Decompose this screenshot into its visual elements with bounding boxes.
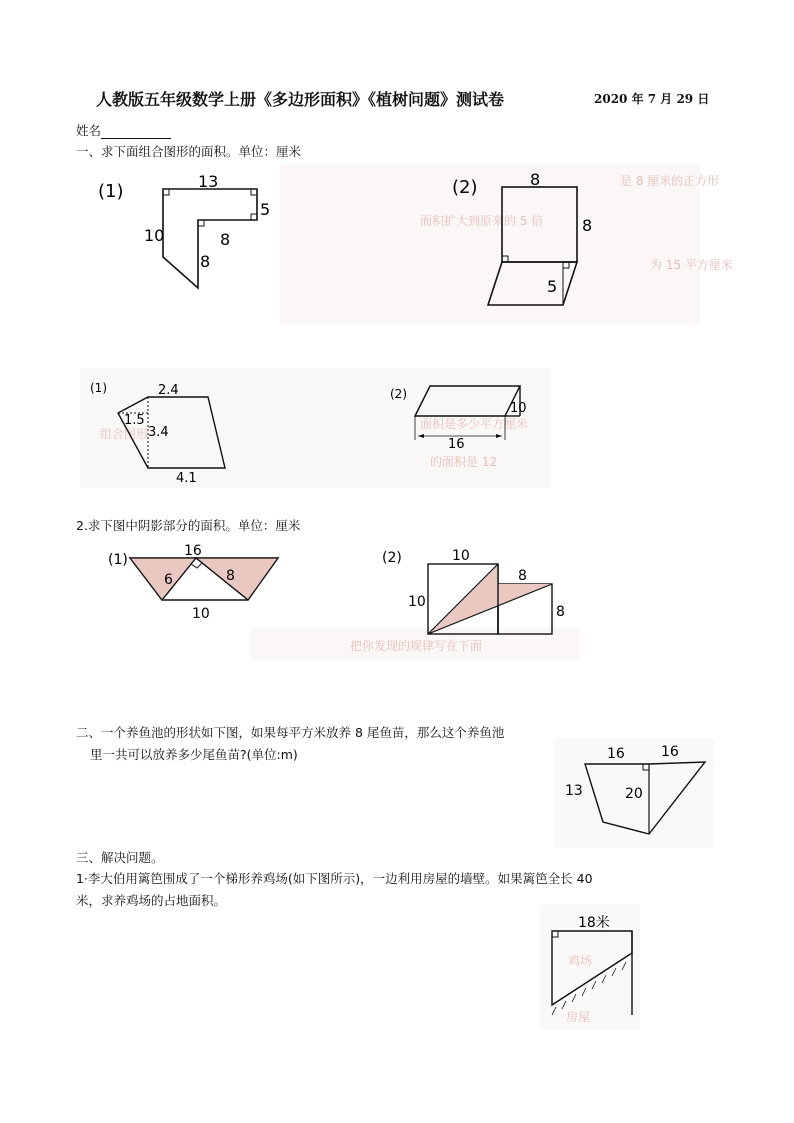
fig1-label: (1)	[98, 181, 124, 202]
svg-text:鸡场: 鸡场	[568, 954, 593, 968]
name-label: 姓名	[76, 123, 102, 138]
fig2-top: 8	[530, 170, 541, 189]
shade2-top: 10	[452, 548, 470, 564]
svg-text:的面积是 12: 的面积是 12	[430, 455, 498, 469]
chicken-farm-figure	[540, 905, 640, 1030]
fig1-right: 5	[260, 200, 271, 219]
fig1-inner: 8	[220, 230, 231, 249]
composite-figure-1	[98, 172, 270, 288]
name-blank[interactable]	[101, 125, 171, 139]
section2-line1: 二、一个养鱼池的形状如下图，如果每平方米放养 8 尾鱼苗，那么这个养鱼池	[76, 725, 505, 740]
shade1-b: 8	[226, 568, 235, 584]
page-title: 人教版五年级数学上册《多边形面积》《植树问题》测试卷	[96, 90, 505, 109]
fig3-bottom: 4.1	[176, 471, 197, 486]
fig3-top: 2.4	[158, 383, 179, 398]
pond-height: 20	[625, 786, 643, 802]
shade2-small-top: 8	[518, 568, 527, 584]
svg-text:面积是多少平方厘米: 面积是多少平方厘米	[420, 417, 529, 431]
fig1-left: 10	[144, 226, 165, 245]
name-line	[76, 121, 171, 139]
shade2-label: (2)	[382, 550, 402, 566]
section2-line2: 里一共可以放养多少尾鱼苗?(单位:m)	[90, 747, 298, 762]
fish-pond-figure	[555, 738, 715, 848]
shade1-a: 6	[164, 572, 173, 588]
fig1-bottom: 8	[200, 252, 211, 271]
shade1-top: 16	[184, 543, 202, 559]
svg-text:为 15 平方厘米: 为 15 平方厘米	[650, 258, 733, 272]
fig4-label: (2)	[390, 387, 407, 401]
fig4-height: 10	[510, 401, 527, 416]
shade1-label: (1)	[108, 552, 128, 568]
fig1-top: 13	[198, 172, 219, 191]
section1-heading: 一、求下面组合图形的面积。单位：厘米	[76, 144, 302, 159]
shade1-bottom: 10	[192, 606, 210, 622]
section3-q1-line1: 1·李大伯用篱笆围成了一个梯形养鸡场(如下图所示)，一边利用房屋的墙壁。如果篱笆全长 40	[76, 871, 593, 886]
fig2-bottom: 5	[547, 277, 558, 296]
section3-heading: 三、解决问题。	[76, 850, 164, 865]
svg-text:是 8 厘米的正方形: 是 8 厘米的正方形	[620, 174, 720, 188]
shaded-figure-2	[382, 548, 565, 634]
pond-top-right: 16	[661, 744, 679, 760]
fig4-width: 16	[448, 437, 465, 452]
shade2-left: 10	[408, 594, 426, 610]
fig2-side: 8	[582, 216, 593, 235]
svg-text:组合图形: 组合图形	[100, 427, 149, 441]
fig3-h2: 3.4	[148, 425, 169, 440]
pond-left: 13	[565, 783, 583, 799]
svg-text:把你发现的规律写在下面: 把你发现的规律写在下面	[350, 639, 483, 653]
section1b-heading: 2.求下图中阴影部分的面积。单位：厘米	[76, 518, 301, 533]
farm-top: 18米	[578, 915, 610, 931]
figure-row-2	[80, 368, 550, 488]
section3-q1-line2: 米，求养鸡场的占地面积。	[76, 893, 227, 908]
shaded-figure-1	[108, 543, 278, 622]
svg-text:面积扩大到原来的 5 倍: 面积扩大到原来的 5 倍	[420, 214, 544, 228]
date: 2020 年 7 月 29 日	[594, 92, 710, 106]
fig3-h1: 1.5	[124, 413, 145, 428]
figure-row-1	[90, 165, 733, 325]
figure-row-3	[100, 540, 580, 660]
shade2-small-right: 8	[556, 604, 565, 620]
pond-top-left: 16	[607, 746, 625, 762]
fig3-label: (1)	[90, 381, 107, 395]
fig2-label: (2)	[452, 177, 478, 198]
svg-text:房屋: 房屋	[566, 1010, 591, 1024]
